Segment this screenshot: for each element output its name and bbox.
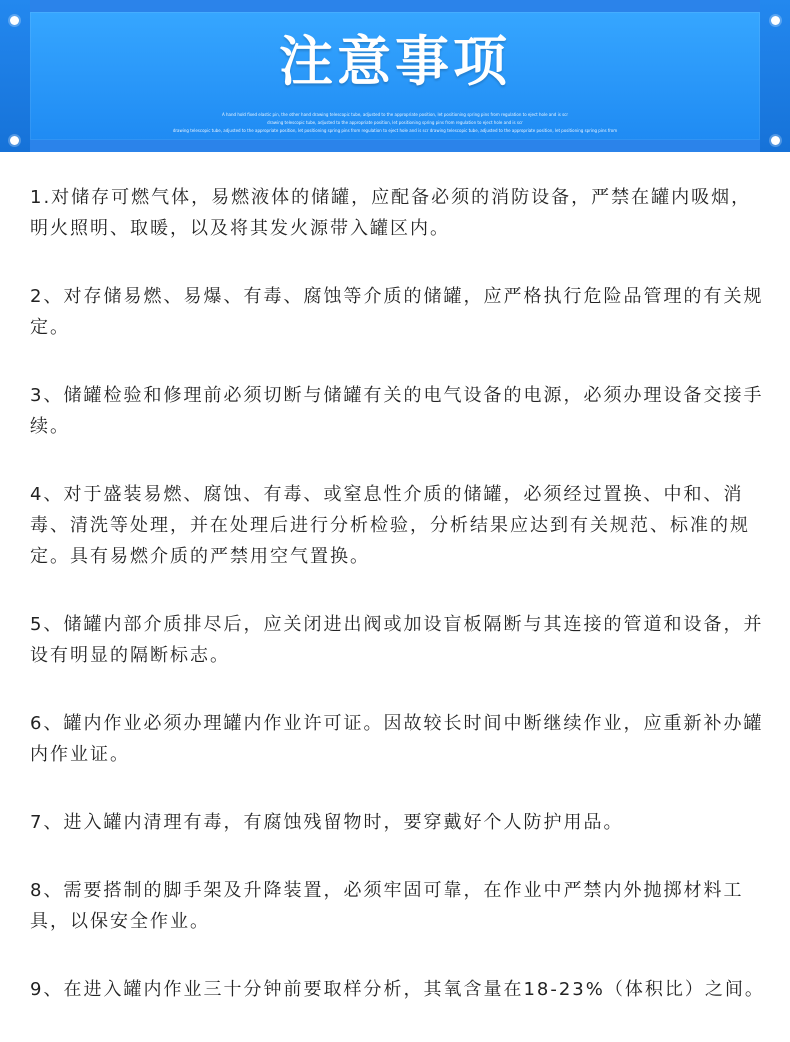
banner-dot-bottom-right [771,136,780,145]
header-banner [0,0,790,152]
notice-item-5: 5、储罐内部介质排尽后，应关闭进出阀或加设盲板隔断与其连接的管道和设备，并设有明显的隔断标志。 [30,614,764,666]
page-title: 注意事项 [279,30,511,93]
notice-item-6: 6、罐内作业必须办理罐内作业许可证。因故较长时间中断继续作业，应重新补办罐内作业证。 [30,713,764,765]
notice-item-3: 3、储罐检验和修理前必须切断与储罐有关的电气设备的电源，必须办理设备交接手续。 [30,385,764,437]
notice-item-4: 4、对于盛装易燃、腐蚀、有毒、或窒息性介质的储罐，必须经过置换、中和、消毒、清洗等处理，并在处理后进行分析检验，分析结果应达到有关规范、标准的规定。具有易燃介质的严禁用空气置换。 [30,484,750,567]
banner-dot-top-left [10,16,19,25]
notice-item-1: 1.对储存可燃气体，易燃液体的储罐，应配备必须的消防设备，严禁在罐内吸烟，明火照明、取暖，以及将其发火源带入罐区内。 [30,187,752,239]
notice-item-2: 2、对存储易燃、易爆、有毒、腐蚀等介质的储罐，应严格执行危险品管理的有关规定。 [30,286,764,338]
banner-fine-print-line-3: drawing telescopic tube, adjusted to the appropriate position, let positioning spring pins from regulation to eject hole and is scr drawing telescopic tube, adjusted to the appropriate position, let positioning spring pins from [172,128,618,133]
banner-dot-top-right [771,16,780,25]
banner-fine-print-line-1: A hand hold fixed elastic pin, the other hand drawing telescopic tube, adjusted to the appropriate position, let positioning spring pins from regulation to eject hole and is scr [222,112,568,117]
notice-item-8: 8、需要搭制的脚手架及升降装置，必须牢固可靠，在作业中严禁内外抛掷材料工具，以保安全作业。 [30,880,744,932]
banner-fine-print-line-2: drawing telescopic tube, adjusted to the appropriate position, let positioning spring pins from regulation to eject hole and is scr [267,120,523,125]
notice-item-7: 7、进入罐内清理有毒，有腐蚀残留物时，要穿戴好个人防护用品。 [30,812,624,833]
notice-list [30,182,765,1042]
notice-item-9: 9、在进入罐内作业三十分钟前要取样分析，其氧含量在18-23%（体积比）之间。 [30,979,765,1000]
banner-dot-bottom-left [10,136,19,145]
